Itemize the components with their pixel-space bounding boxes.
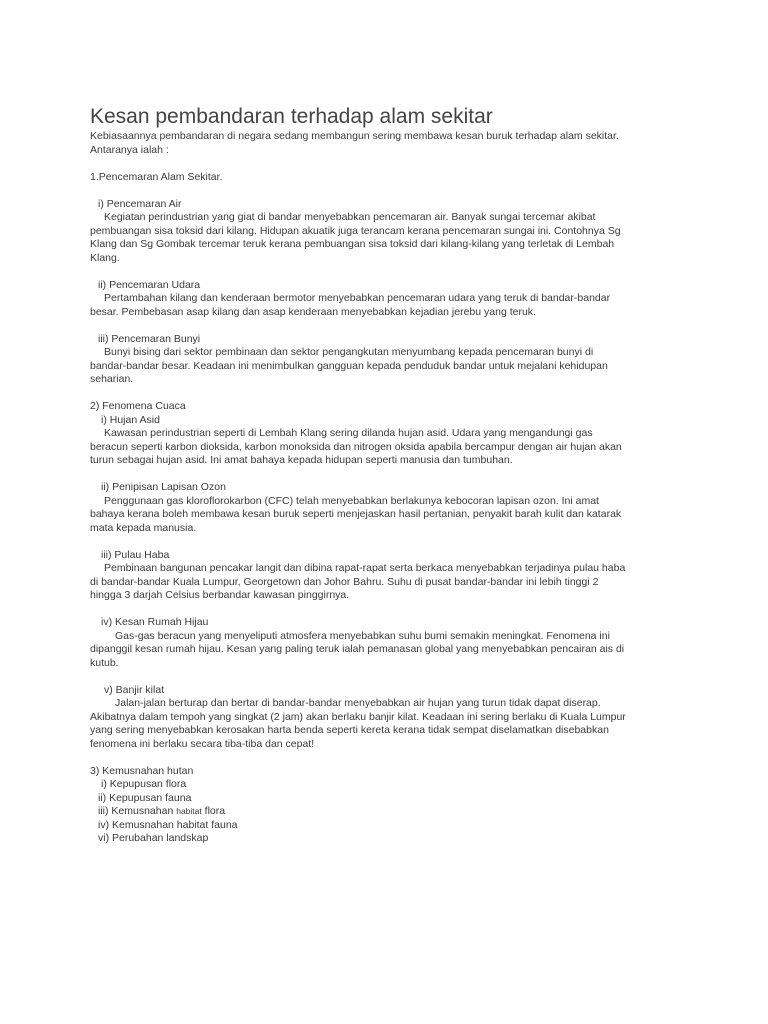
paragraph-line: Jalan-jalan berturap dan bertar di bandar-bandar menyebabkan air hujan yang turun tidak dapat diserap.	[115, 697, 601, 709]
intro-line: Kebiasaannya pembandaran di negara sedang membangun sering membawa kesan buruk terhadap alam sekitar.	[90, 130, 619, 142]
paragraph-line: Akibatnya dalam tempoh yang singkat (2 jam) akan berlaku banjir kilat. Keadaan ini sering berlaku di Kuala Lumpur	[90, 710, 626, 723]
list-item-text: flora	[201, 805, 226, 817]
paragraph-line: fenomena ini berlaku secara tiba-tiba dan cepat!	[90, 737, 315, 750]
paragraph-line: mata kepada manusia.	[90, 521, 197, 534]
paragraph-line: seharian.	[90, 373, 134, 385]
paragraph-line: Kegiatan perindustrian yang giat di bandar menyebabkan pencemaran air. Banyak sungai tercemar akibat	[104, 211, 596, 223]
intro-line: Antaranya ialah :	[90, 143, 169, 156]
paragraph-line: Kawasan perindustrian seperti di Lembah Klang sering dilanda hujan asid. Udara yang mengandungi gas	[104, 427, 593, 439]
subsection-heading: v) Banjir kilat	[104, 683, 165, 696]
paragraph-line: bahaya kerana boleh membawa kesan buruk seperti menjejaskan hasil pertanian, penyakit barah kulit dan katarak	[90, 508, 622, 520]
paragraph-line: beracun seperti karbon dioksida, karbon monoksida dan nitrogen oksida apabila bercampur dengan air hujan akan	[90, 440, 622, 453]
list-item-text: iii) Kemusnahan	[98, 805, 177, 817]
paragraph-line: Klang.	[90, 251, 120, 264]
section-heading: 2) Fenomena Cuaca	[90, 400, 186, 412]
list-item: iv) Kemusnahan habitat fauna	[98, 818, 238, 831]
subsection-heading: iii) Pencemaran Bunyi	[98, 332, 201, 345]
document-body	[90, 130, 670, 846]
paragraph-line: Bunyi bising dari sektor pembinaan dan sektor pengangkutan menyumbang kepada pencemaran bunyi di	[104, 346, 594, 358]
paragraph-line: bandar-bandar besar. Keadaan ini menimbulkan gangguan kepada penduduk bandar untuk mejalani kehidupan	[90, 359, 608, 372]
subsection-heading: iii) Pulau Haba	[101, 548, 170, 561]
paragraph-line: di bandar-bandar Kuala Lumpur, Georgetown dan Johor Bahru. Suhu di pusat bandar-bandar ini lebih tinggi 2	[90, 575, 599, 588]
paragraph-line: turun sebagai hujan asid. Ini amat bahaya kepada hidupan seperti manusia dan tumbuhan.	[90, 454, 513, 466]
paragraph-line: dipanggil kesan rumah hijau. Kesan yang paling teruk ialah pemanasan global yang menyebabkan pencairan ais di	[90, 643, 625, 655]
list-item-small-text: habitat	[176, 806, 202, 816]
paragraph-line: pembuangan sisa toksid dari kilang. Hidupan akuatik juga terancam kerana pencemaran sungai ini. Contohnya Sg	[90, 224, 621, 237]
list-item: ii) Kepupusan fauna	[98, 791, 192, 804]
paragraph-line: yang sering menyebabkan kerosakan harta benda seperti kereta kerana tidak sempat diselamatkan disebabkan	[90, 724, 609, 736]
subsection-heading: i) Pencemaran Air	[98, 197, 182, 210]
subsection-heading: i) Hujan Asid	[101, 413, 160, 426]
subsection-heading: ii) Penipisan Lapisan Ozon	[101, 481, 226, 493]
paragraph-line: Gas-gas beracun yang menyeliputi atmosfera menyebabkan suhu bumi semakin meningkat. Fenomena ini	[115, 629, 610, 642]
section-heading: 1.Pencemaran Alam Sekitar.	[90, 170, 223, 183]
paragraph-line: Pertambahan kilang dan kenderaan bermotor menyebabkan pencemaran udara yang teruk di bandar-bandar	[104, 292, 611, 304]
paragraph-line: kutub.	[90, 656, 119, 669]
paragraph-line: besar. Pembebasan asap kilang dan asap kenderaan menyebabkan kejadian jerebu yang teruk.	[90, 305, 536, 318]
section-heading: 3) Kemusnahan hutan	[90, 764, 194, 777]
subsection-heading: iv) Kesan Rumah Hijau	[101, 616, 209, 628]
list-item: i) Kepupusan flora	[101, 778, 187, 790]
paragraph-line: hingga 3 darjah Celsius berbandar kawasan pinggirnya.	[90, 589, 350, 601]
document-title: Kesan pembandaran terhadap alam sekitar	[90, 105, 493, 128]
list-item	[90, 805, 670, 819]
subsection-heading: ii) Pencemaran Udara	[98, 278, 201, 291]
paragraph-line: Penggunaan gas kloroflorokarbon (CFC) telah menyebabkan berlakunya kebocoran lapisan ozon. Ini amat	[104, 494, 599, 507]
paragraph-line: Klang dan Sg Gombak tercemar teruk kerana pembuangan sisa toksid dari kilang-kilang yang terletak di Lembah	[90, 238, 615, 250]
paragraph-line: Pembinaan bangunan pencakar langit dan dibina rapat-rapat serta berkaca menyebabkan terjadinya pulau haba	[104, 562, 626, 574]
list-item: vi) Perubahan landskap	[98, 832, 209, 844]
